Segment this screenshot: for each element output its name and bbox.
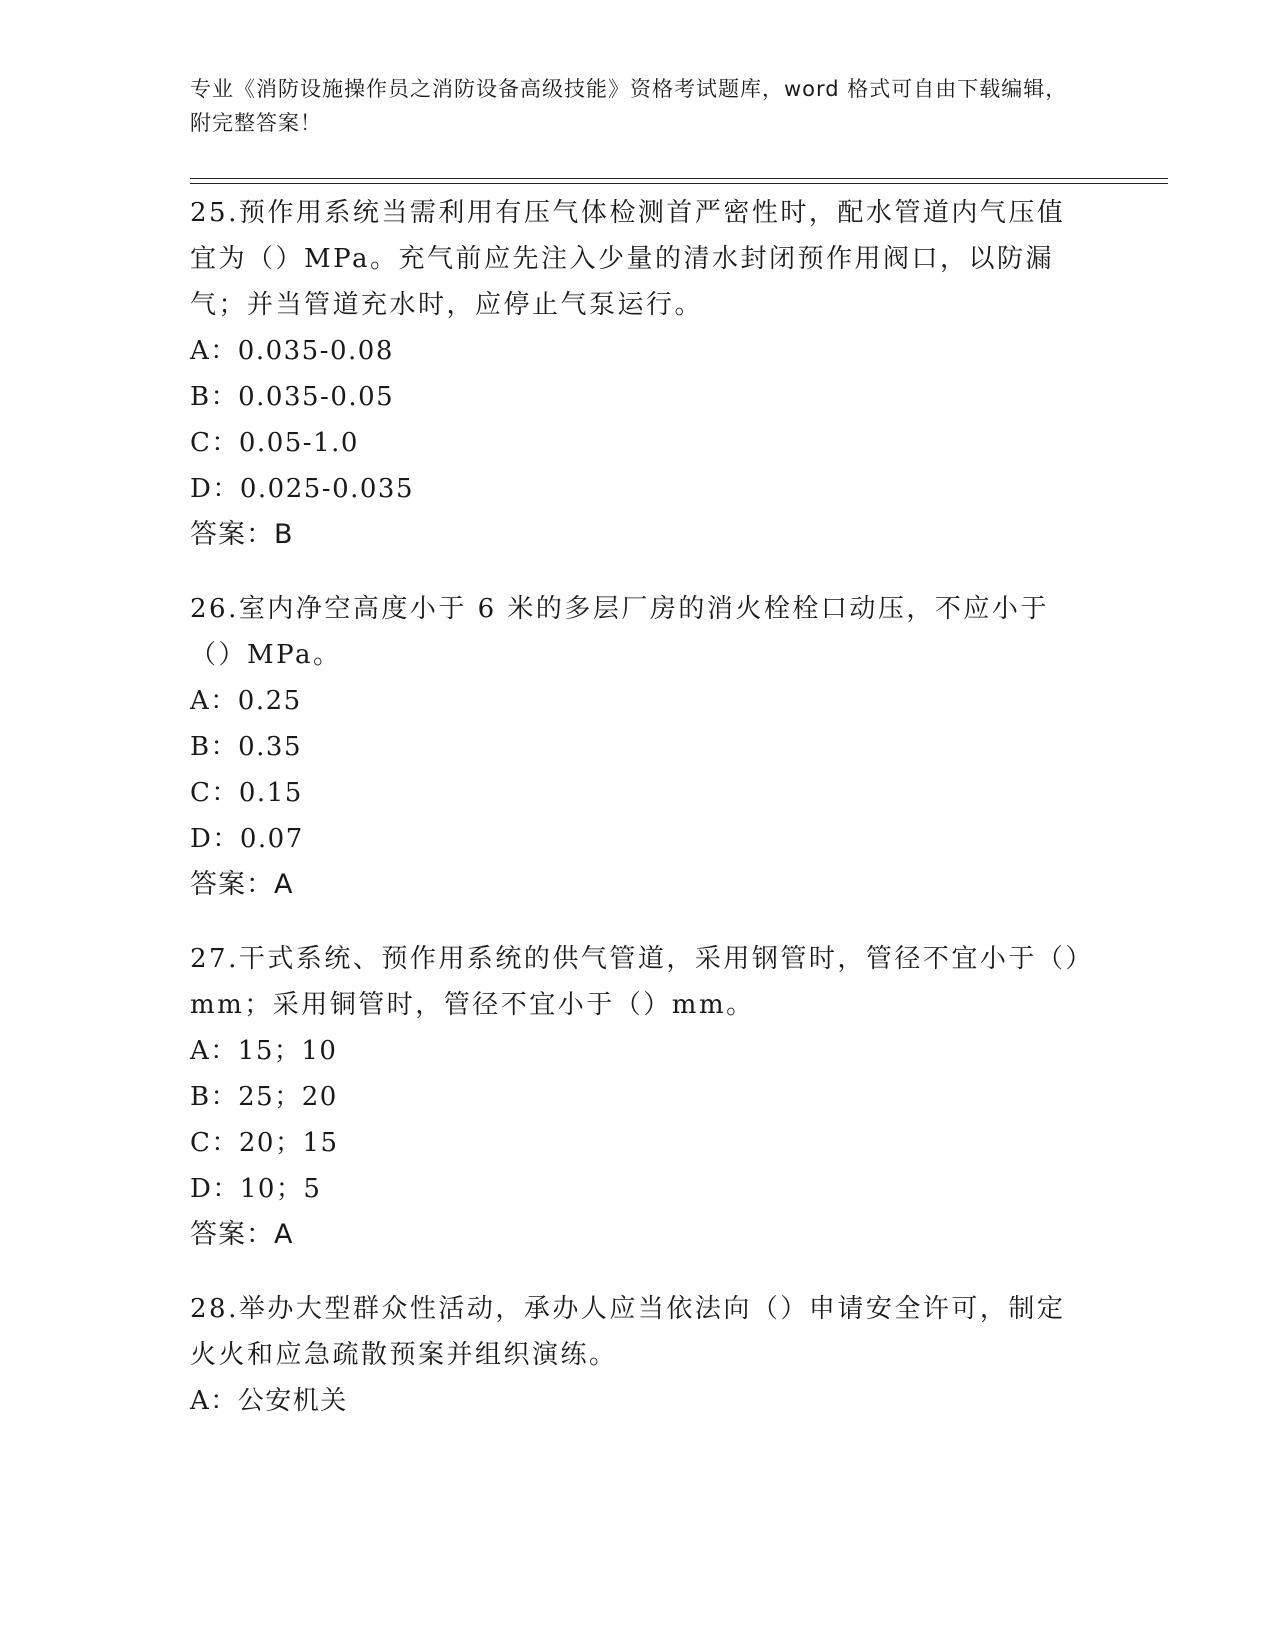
option-b: B：0.35 <box>190 732 302 762</box>
question-28 <box>190 1286 1090 1424</box>
option-c: C：0.15 <box>190 778 303 808</box>
option-a: A：公安机关 <box>190 1386 348 1416</box>
question-text: 25.预作用系统当需利用有压气体检测首严密性时，配水管道内气压值宜为（）MPa。充气前应先注入少量的清水封闭预作用阀口，以防漏气；并当管道充水时，应停止气泵运行。 <box>190 198 1066 320</box>
option-b: B：0.035-0.05 <box>190 382 395 412</box>
option-d: D：0.025-0.035 <box>190 474 414 504</box>
option-b: B：25；20 <box>190 1082 338 1112</box>
header-rule-bottom <box>190 183 1168 184</box>
option-a: A：0.035-0.08 <box>190 336 394 366</box>
option-d: D：10；5 <box>190 1174 322 1204</box>
document-header: 专业《消防设施操作员之消防设备高级技能》资格考试题库，word 格式可自由下载编辑，附完整答案！ <box>190 77 1068 135</box>
question-list <box>190 190 1090 1452</box>
answer: 答案：A <box>190 869 294 900</box>
option-d: D：0.07 <box>190 824 304 854</box>
option-c: C：20；15 <box>190 1128 339 1158</box>
question-text: 26.室内净空高度小于 6 米的多层厂房的消火栓栓口动压，不应小于（）MPa。 <box>190 594 1049 670</box>
question-text: 27.干式系统、预作用系统的供气管道，采用钢管时，管径不宜小于（）mm；采用铜管时，管径不宜小于（）mm。 <box>190 944 1081 1020</box>
answer: 答案：A <box>190 1219 294 1250</box>
question-text: 28.举办大型群众性活动，承办人应当依法向（）申请安全许可，制定火火和应急疏散预案并组织演练。 <box>190 1294 1066 1370</box>
answer: 答案：B <box>190 519 294 550</box>
header-rule-top <box>190 178 1168 179</box>
option-a: A：0.25 <box>190 686 302 716</box>
question-25 <box>190 190 1090 558</box>
question-27 <box>190 936 1090 1258</box>
option-c: C：0.05-1.0 <box>190 428 359 458</box>
option-a: A：15；10 <box>190 1036 338 1066</box>
question-26 <box>190 586 1090 908</box>
